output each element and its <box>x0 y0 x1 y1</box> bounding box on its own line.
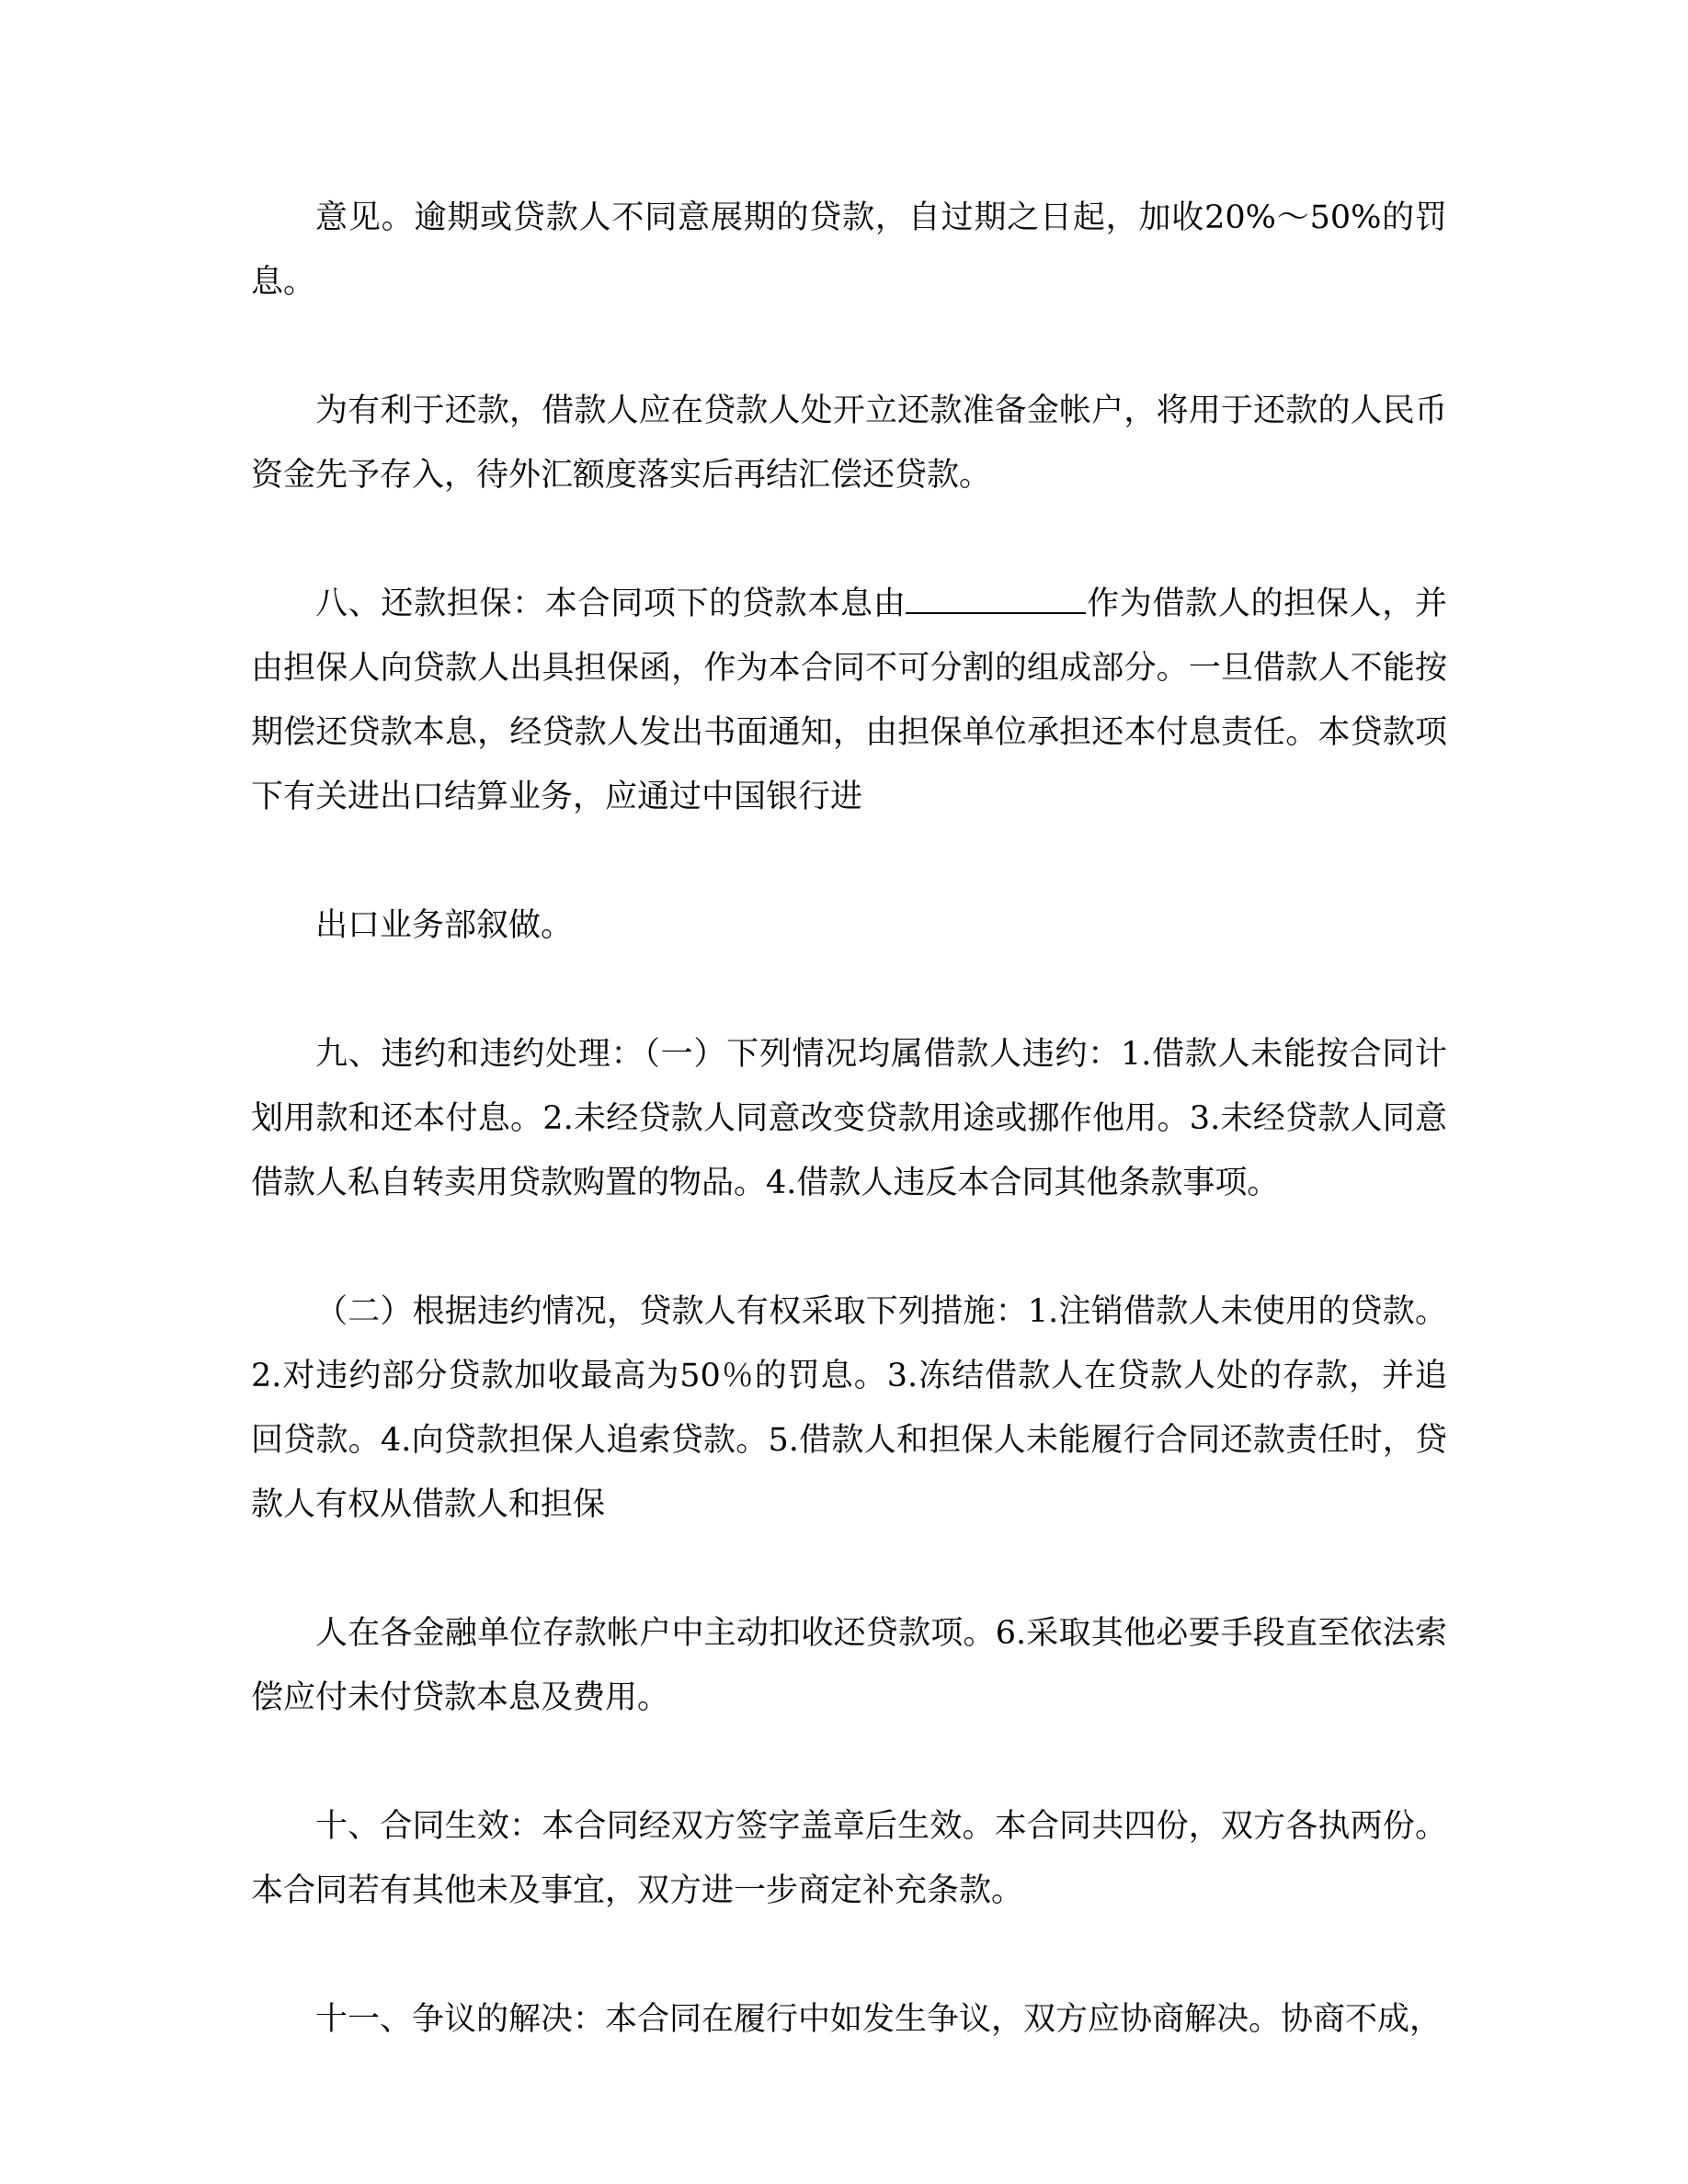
paragraph-export-department: 出口业务部叙做。 <box>315 907 574 944</box>
clause-8-text-after-blank: 作为借款人的担保人，并由担保人向贷款人出具担保函，作为本合同不可分割的组成部分。一旦借款人不能按期偿还贷款本息，经贷款人发出书面通知，由担保单位承担还本付息责任。本贷款项下有关进出口结算业务，应通过中国银行进 <box>251 586 1447 815</box>
paragraph-clause-8-guarantee <box>251 572 1447 829</box>
paragraph-clause-10-effectiveness: 十、合同生效：本合同经双方签字盖章后生效。本合同共四份，双方各执两份。本合同若有其他未及事宜，双方进一步商定补充条款。 <box>251 1808 1447 1909</box>
paragraph-clause-9-breach: 九、违约和违约处理：（一）下列情况均属借款人违约：1.借款人未能按合同计划用款和还本付息。2.未经贷款人同意改变贷款用途或挪作他用。3.未经贷款人同意借款人私自转卖用贷款购置的物品。4.借款人违反本合同其他条款事项。 <box>251 1036 1447 1201</box>
paragraph-clause-11-disputes: 十一、争议的解决：本合同在履行中如发生争议，双方应协商解决。协商不成， <box>315 2001 1443 2038</box>
paragraph-deduction-continuation: 人在各金融单位存款帐户中主动扣收还贷款项。6.采取其他必要手段直至依法索偿应付未付贷款本息及费用。 <box>251 1615 1447 1716</box>
paragraph-repayment-reserve: 为有利于还款，借款人应在贷款人处开立还款准备金帐户，将用于还款的人民币资金先予存入，待外汇额度落实后再结汇偿还贷款。 <box>251 392 1447 494</box>
blank-underline <box>906 612 1086 614</box>
clause-8-text-before-blank: 八、还款担保：本合同项下的贷款本息由 <box>315 586 907 622</box>
paragraph-penalty-interest: 意见。逾期或贷款人不同意展期的贷款，自过期之日起，加收20%～50%的罚息。 <box>251 199 1447 301</box>
paragraph-clause-9-measures: （二）根据违约情况，贷款人有权采取下列措施：1.注销借款人未使用的贷款。2.对违约部分贷款加收最高为50％的罚息。3.冻结借款人在贷款人处的存款，并追回贷款。4.向贷款担保人追索贷款。5.借款人和担保人未能履行合同还款责任时，贷款人有权从借款人和担保 <box>251 1293 1447 1523</box>
